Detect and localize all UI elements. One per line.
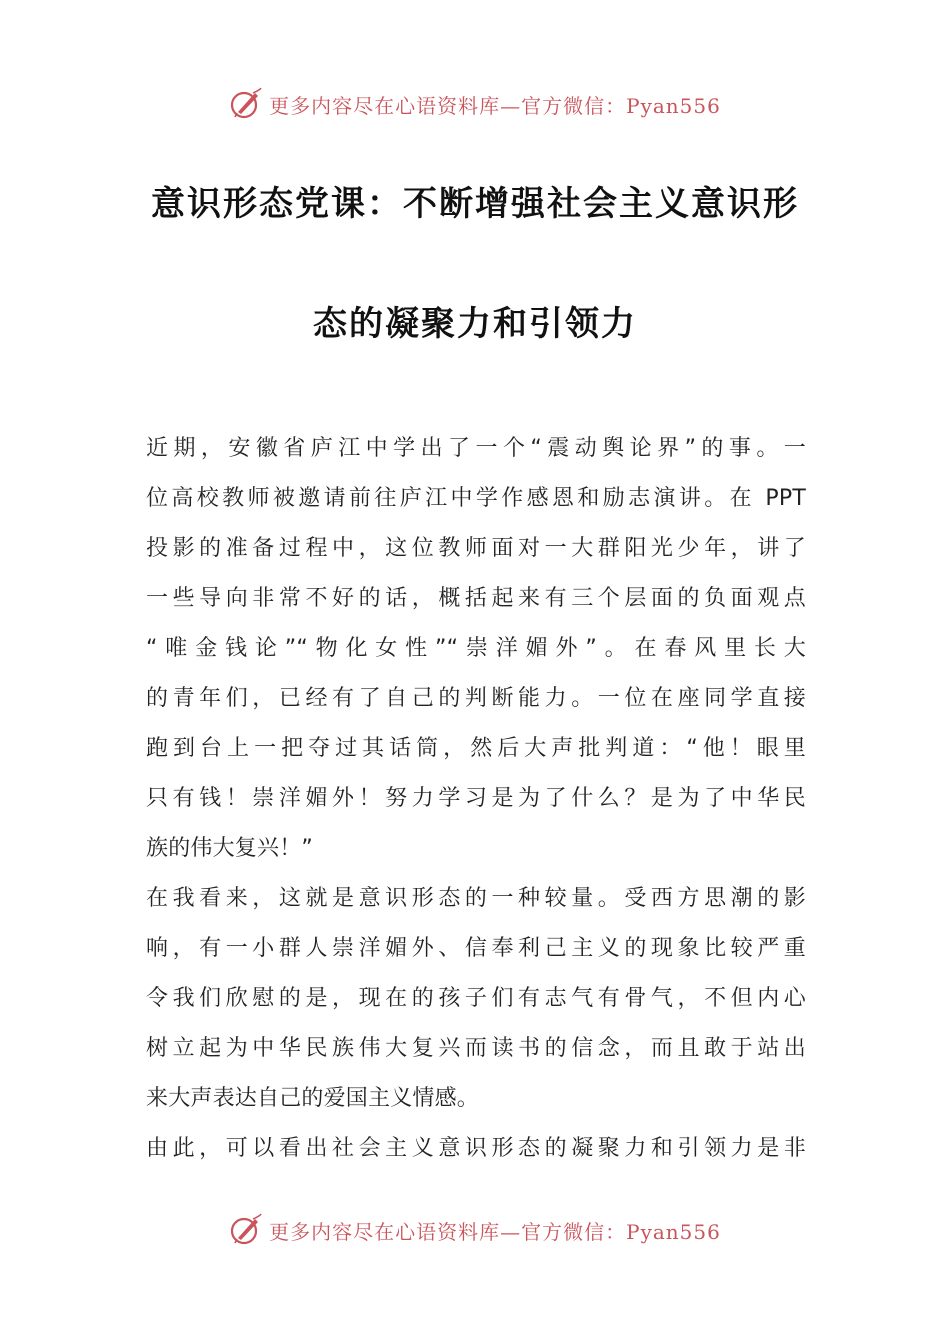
body-line: 只有钱！崇洋媚外！努力学习是为了什么？是为了中华民 xyxy=(146,786,806,811)
body-line: 近期，安徽省庐江中学出了一个“震动舆论界”的事。一 xyxy=(146,436,806,461)
body-line: 由此，可以看出社会主义意识形态的凝聚力和引领力是非 xyxy=(146,1136,806,1161)
body-line: 树立起为中华民族伟大复兴而读书的信念，而且敢于站出 xyxy=(146,1036,806,1061)
body-line: 族的伟大复兴！” xyxy=(146,836,313,861)
body-line: 跑到台上一把夺过其话筒，然后大声批判道：“他！眼里 xyxy=(146,736,806,761)
body-line: “唯金钱论”“物化女性”“崇洋媚外”。在春风里长大 xyxy=(146,636,806,661)
body-line: 一些导向非常不好的话，概括起来有三个层面的负面观点 xyxy=(146,586,806,611)
footer-wechat-id: 官方微信：Pyan556 xyxy=(521,1219,721,1244)
document-body xyxy=(146,424,806,1174)
body-line: 令我们欣慰的是，现在的孩子们有志气有骨气，不但内心 xyxy=(146,986,806,1011)
footer-banner-text: 更多内容尽在心语资料库—官方微信：Pyan556 xyxy=(269,1219,721,1244)
body-line: 位高校教师被邀请前往庐江中学作感恩和励志演讲。在 PPT xyxy=(146,486,806,511)
body-line: 在我看来，这就是意识形态的一种较量。受西方思潮的影 xyxy=(146,886,806,911)
footer-banner xyxy=(0,1208,950,1252)
body-line: 投影的准备过程中，这位教师面对一大群阳光少年，讲了 xyxy=(146,536,806,561)
document-title-line-1: 意识形态党课：不断增强社会主义意识形 xyxy=(151,184,799,224)
quill-logo-icon xyxy=(229,1213,263,1247)
document-title-line-2: 态的凝聚力和引领力 xyxy=(313,304,637,344)
header-banner xyxy=(0,82,950,126)
quill-logo-icon xyxy=(229,87,263,121)
body-line: 响，有一小群人崇洋媚外、信奉利己主义的现象比较严重 xyxy=(146,936,806,961)
header-wechat-id: 官方微信：Pyan556 xyxy=(521,93,721,118)
body-line: 的青年们，已经有了自己的判断能力。一位在座同学直接 xyxy=(146,686,806,711)
header-banner-text: 更多内容尽在心语资料库—官方微信：Pyan556 xyxy=(269,93,721,118)
body-line: 来大声表达自己的爱国主义情感。 xyxy=(146,1086,480,1111)
